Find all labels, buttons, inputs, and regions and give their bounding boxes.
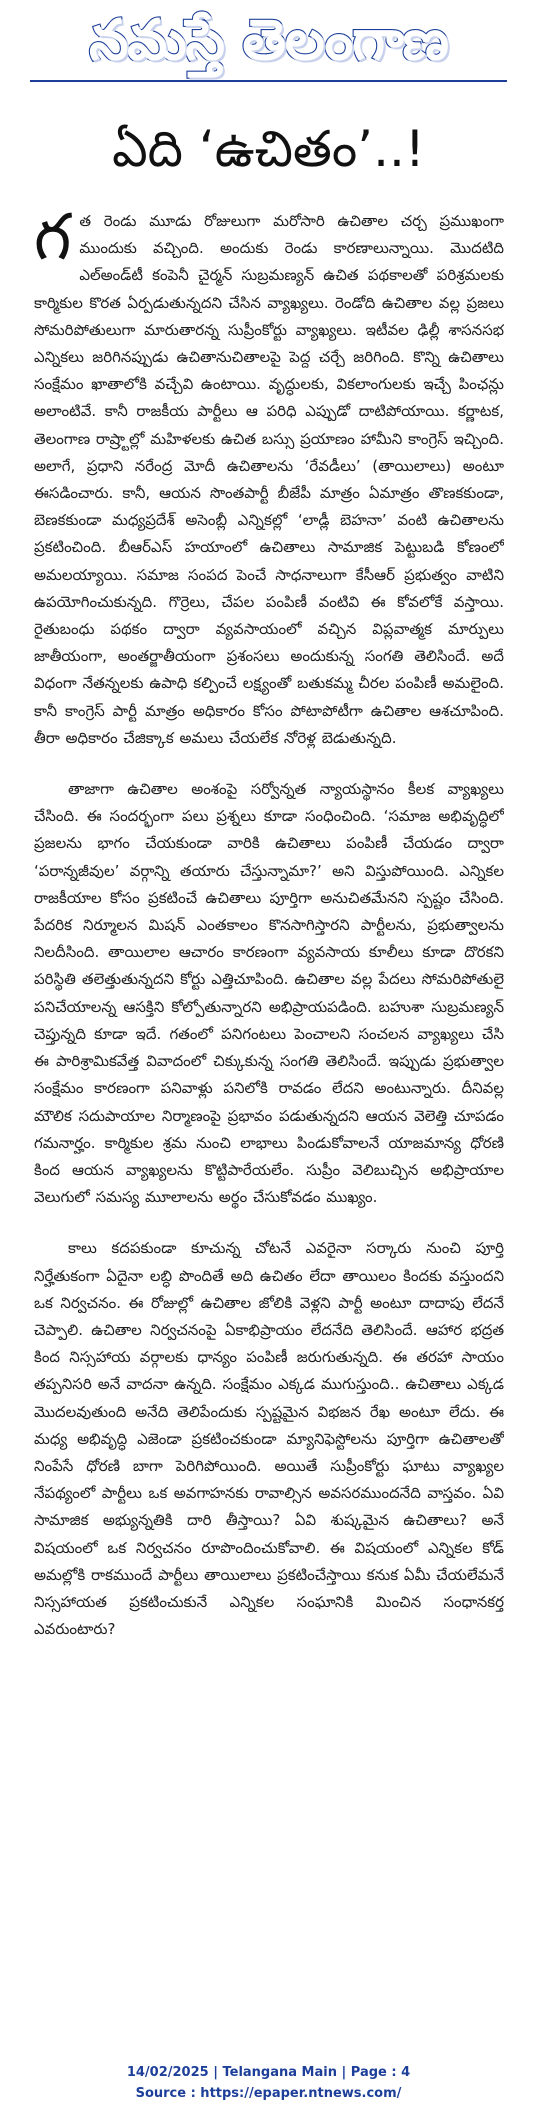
footer-source-link[interactable]: Source : https://epaper.ntnews.com/ (135, 2086, 402, 2101)
page-footer (0, 2062, 537, 2104)
footer-edition-info: 14/02/2025 | Telangana Main | Page : 4 (126, 2065, 411, 2080)
article-paragraph-3: కాలు కదపకుండా కూచున్న చోటనే ఎవరైనా సర్కారు నుంచి పూర్తి నిర్హేతుకంగా ఏదైనా లబ్ధి పొందితే అది ఉచితం లేదా తాయిలం కిందకు వస్తుందని ఒక నిర్వచనం. ఈ రోజుల్లో ఉచితాల జోలికి వెళ్లని పార్టీ అంటూ దాదాపు లేదనే చెప్పాలి. ఉచితాల నిర్వచనంపై ఏకాభిప్రాయం లేదనేది తెలిసిందే. ఆహార భద్రత కింద నిస్సహాయ వర్గాలకు ధాన్యం పంపిణీ జరుగుతున్నది. ఈ తరహా సాయం తప్పనిసరి అనే వాదనా ఉన్నది. సంక్షేమం ఎక్కడ ముగుస్తుంది.. ఉచితాలు ఎక్కడ మొదలవుతుంది అనేది తెలిపేందుకు స్పష్టమైన విభజన రేఖ అంటూ లేదు. ఈ మధ్య అభివృద్ధి ఎజెండా ప్రకటించకుండా మ్యానిఫెస్టోలను పూర్తిగా ఉచితాలతో నింపేసే ధోరణి బాగా పెరిగిపోయింది. అయితే సుప్రీంకోర్టు ఘాటు వ్యాఖ్యల నేపథ్యంలో పార్టీలు ఒక అవగాహనకు రావాల్సిన అవసరముందనేది వాస్తవం. ఏవి సామాజిక అభ్యున్నతికి దారి తీస్తాయి? ఏవి శుష్కమైన ఉచితాలు? అనే విషయంలో ఒక నిర్వచనం రూపొందించుకోవాలి. ఈ విషయంలో ఎన్నికల కోడ్ అమల్లోకి రాకముందే పార్టీలు తాయిలాలు ప్రకటించేస్తాయి కనుక ఏమీ చేయలేమనే నిస్సహాయత ప్రకటించుకునే ఎన్నికల సంఘానికి మించిన సంధానకర్త ఎవరుంటారు? (34, 1239, 504, 1639)
article-body (34, 208, 504, 2048)
masthead-logo (0, 0, 537, 86)
masthead-title: నమస్తే తెలంగాణ (89, 8, 448, 73)
article-paragraph-2: తాజాగా ఉచితాల అంశంపై సర్వోన్నత న్యాయస్థానం కీలక వ్యాఖ్యలు చేసింది. ఈ సందర్భంగా పలు ప్రశ్నలు కూడా సంధించింది. ‘సమాజ అభివృద్ధిలో ప్రజలను భాగం చేయకుండా వారికి ఉచితాలు పంపిణీ చేయడం ద్వారా ‘పరాన్నజీవుల’ వర్గాన్ని తయారు చేస్తున్నామా?’ అని విస్తుపోయింది. ఎన్నికల రాజకీయాల కోసం ప్రకటించే ఉచితాలు పూర్తిగా అనుచితమేనని స్పష్టం చేసింది. పేదరిక నిర్మూలన మిషన్ ఎంతకాలం కొనసాగిస్తారని పార్టీలను, ప్రభుత్వాలను నిలదీసింది. తాయిలాల ఆచారం కారణంగా వ్యవసాయ కూలీలు కూడా దొరకని పరిస్థితి తలెత్తుతున్నదని కోర్టు ఎత్తిచూపింది. ఉచితాల వల్ల పేదలు సోమరిపోతులై పనిచేయాలన్న ఆసక్తిని కోల్పోతున్నారని అభిప్రాయపడింది. బహుశా సుబ్రమణ్యన్ చెప్తున్నది కూడా ఇదే. గతంలో పనిగంటలు పెంచాలని సంచలన వ్యాఖ్యలు చేసి ఈ పారిశ్రామికవేత్త వివాదంలో చిక్కుకున్న సంగతి తెలిసిందే. ఇప్పుడు ప్రభుత్వాల సంక్షేమం కారణంగా పనివాళ్లు పనిలోకి రావడం లేదని అంటున్నారు. దీనివల్ల మౌలిక సదుపాయాల నిర్మాణంపై ప్రభావం పడుతున్నదని ఆయన వెలెత్తి చూపడం గమనార్హం. కార్మికుల శ్రమ నుంచి లాభాలు పిండుకోవాలనే యాజమాన్య ధోరణి కింద ఆయన వ్యాఖ్యలను కొట్టిపారేయలేం. సుప్రీం వెలిబుచ్చిన అభిప్రాయాల వెలుగులో సమస్య మూలాలను అర్థం చేసుకోవడం ముఖ్యం. (34, 780, 504, 1207)
drop-cap: గ (34, 208, 72, 275)
paragraph-text: త రెండు మూడు రోజులుగా మరోసారి ఉచితాల చర్చ ప్రముఖంగా ముందుకు వచ్చింది. అందుకు రెండు కారణాలున్నాయి. మొదటిది ఎల్‌అండ్‌టీ కంపెనీ చైర్మన్ సుబ్రమణ్యన్ ఉచిత పథకాలతో పరిశ్రమలకు కార్మికుల కొరత ఏర్పడుతున్నదని చేసిన వ్యాఖ్యలు. రెండోది ఉచితాల వల్ల ప్రజలు సోమరిపోతులుగా మారుతారన్న సుప్రీంకోర్టు వ్యాఖ్యలు. ఇటీవల ఢిల్లీ శాసనసభ ఎన్నికలు జరిగినప్పుడు ఉచితానుచితాలపై పెద్ద చర్చే జరిగింది. కొన్ని ఉచితాలు సంక్షేమం ఖాతాలోకి వచ్చేవి ఉంటాయి. వృద్ధులకు, వికలాంగులకు ఇచ్చే పింఛన్లు అలాంటివే. కానీ రాజకీయ పార్టీలు ఆ పరిధి ఎప్పుడో దాటిపోయాయి. కర్ణాటక, తెలంగాణ రాష్ర్టాల్లో మహిళలకు ఉచిత బస్సు ప్రయాణం హామీని కాంగ్రెస్ ఇచ్చింది. అలాగే, ప్రధాని నరేంద్ర మోదీ ఉచితాలను ‘రేవడీలు’ (తాయిలాలు) అంటూ ఈసడించారు. కానీ, ఆయన సొంతపార్టీ బీజేపీ మాత్రం ఏమాత్రం తొణకకుండా, బెణకకుండా మధ్యప్రదేశ్ అసెంబ్లీ ఎన్నికల్లో ‘లాడ్లీ బెహనా’ వంటి ఉచితాలను ప్రకటించింది. బీఆర్‌ఎస్ హయాంలో ఉచితాలు సామాజిక పెట్టుబడి కోణంలో అమలయ్యాయి. సమాజ సంపద పెంచే సాధనాలుగా కేసీఆర్ ప్రభుత్వం వాటిని ఉపయోగించుకున్నది. గొర్రెలు, చేపల పంపిణీ వంటివి ఈ కోవలోకే వస్తాయి. రైతుబంధు పథకం ద్వారా వ్యవసాయంలో వచ్చిన విప్లవాత్మక మార్పులు జాతీయంగా, అంతర్జాతీయంగా ప్రశంసలు అందుకున్న సంగతి తెలిసిందే. అదే విధంగా నేతన్నలకు ఉపాధి కల్పించే లక్ష్యంతో బతుకమ్మ చీరల పంపిణీ అమలైంది. కానీ కాంగ్రెస్ పార్టీ మాత్రం అధికారం కోసం పోటాపోటీగా ఉచితాల ఆశచూపింది. తీరా అధికారం చేజిక్కాక అమలు చేయలేక నోరెళ్ల బెడుతున్నది. (34, 212, 504, 747)
article-paragraph-1 (34, 208, 504, 752)
masthead-divider (30, 80, 507, 82)
article-headline: ఏది ‘ఉచితం’..! (112, 120, 425, 178)
